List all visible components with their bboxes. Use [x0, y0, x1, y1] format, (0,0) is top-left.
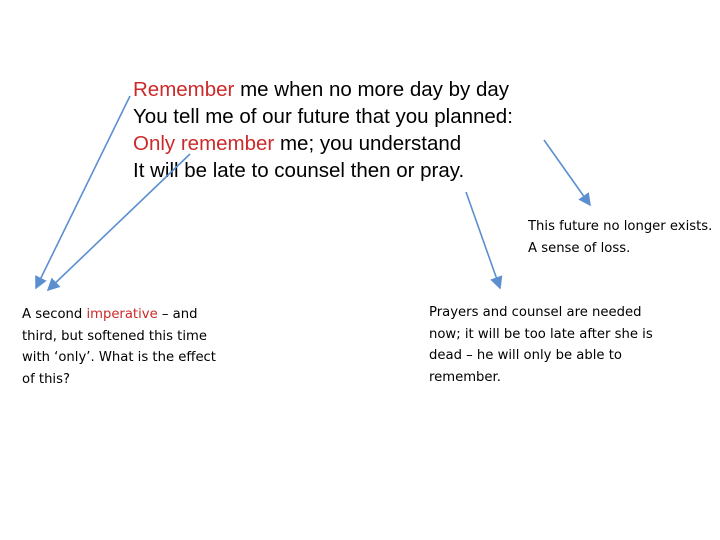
annotation-future: This future no longer exists. A sense of loss. [528, 219, 713, 256]
annotation-imperative-keyword: imperative [86, 307, 158, 322]
highlight-remember: Remember [133, 78, 235, 101]
poem-line-3-text: me; you understand [274, 132, 462, 155]
poem-line-1-text: me when no more day by day [234, 78, 510, 101]
annotation-imperative-part1: A second [22, 307, 87, 322]
annotation-imperative-question: What is the effect of this? [22, 350, 216, 387]
arrow-planned-to-future-note [544, 140, 590, 205]
poem-line-4: It will be late to counsel then or pray. [133, 159, 465, 182]
arrow-remember-to-note [36, 96, 130, 288]
poem-line-2: You tell me of our future that you planned: [133, 105, 513, 128]
highlight-only-remember: Only remember [133, 132, 275, 155]
annotation-imperative-part3: – and third, but softened this time with ‘only’. [22, 307, 207, 365]
arrow-only-remember-to-note [48, 154, 190, 290]
arrow-pray-to-prayers-note [466, 192, 500, 288]
annotation-prayers: Prayers and counsel are needed now; it will be too late after she is dead – he will only be able to remember. [429, 305, 653, 385]
